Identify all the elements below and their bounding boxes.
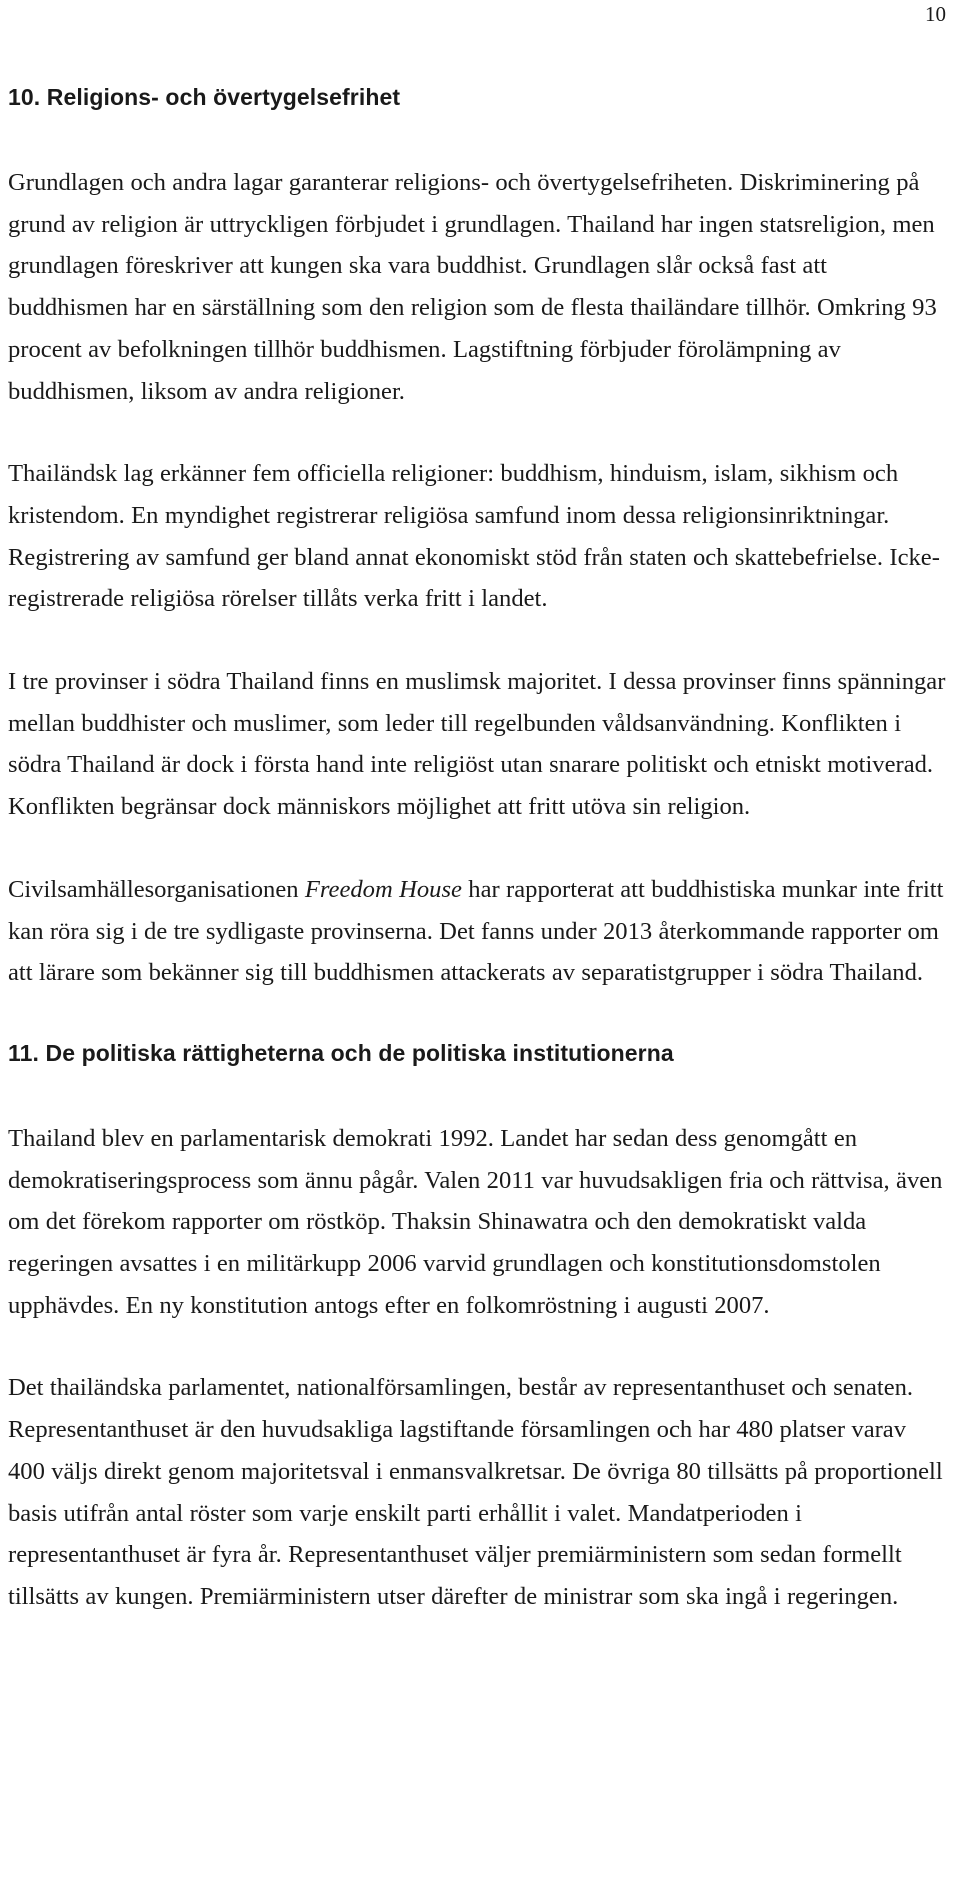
organization-name: Freedom House bbox=[304, 875, 462, 903]
paragraph-freedom-house bbox=[8, 869, 948, 994]
page-number: 10 bbox=[925, 2, 946, 26]
paragraph: Thailand blev en parlamentarisk demokrati 1992. Landet har sedan dess genomgått en demokratiseringsprocess som ännu pågår. Valen 2011 var huvudsakligen fria och rättvisa, även om det förekom rapporter om röstköp. Thaksin Shinawatra och den demokratiskt valda regeringen avsattes i en militärkupp 2006 varvid grundlagen och konstitutionsdomstolen upphävdes. En ny konstitution antogs efter en folkomröstning i augusti 2007. bbox=[8, 1124, 943, 1319]
paragraph-text: har rapporterat att buddhistiska munkar inte fritt kan röra sig i de tre sydligaste provinserna. Det fanns under 2013 återkommande rapporter om att lärare som bekänner sig till buddhismen attackerats av separatistgrupper i södra Thailand. bbox=[8, 875, 944, 987]
paragraph-text: Civilsamhällesorganisationen bbox=[8, 875, 305, 903]
section-heading-religious-freedom: 10. Religions- och övertygelsefrihet bbox=[8, 84, 401, 110]
page-content bbox=[8, 76, 948, 1618]
paragraph: I tre provinser i södra Thailand finns en muslimsk majoritet. I dessa provinser finns spänningar mellan buddhister och muslimer, som leder till regelbunden våldsanvändning. Konflikten i södra Thailand är dock i första hand inte religiöst utan snarare politiskt och etniskt motiverad. Konflikten begränsar dock människors möjlighet att fritt utöva sin religion. bbox=[8, 668, 946, 821]
paragraph: Grundlagen och andra lagar garanterar religions- och övertygelsefriheten. Diskriminering på grund av religion är uttryckligen förbjudet i grundlagen. Thailand har ingen statsreligion, men grundlagen föreskriver att kungen ska vara buddhist. Grundlagen slår också fast att buddhismen har en särställning som den religion som de flesta thailändare tillhör. Omkring 93 procent av befolkningen tillhör buddhismen. Lagstiftning förbjuder förolämpning av buddhismen, liksom av andra religioner. bbox=[8, 169, 937, 405]
paragraph: Thailändsk lag erkänner fem officiella religioner: buddhism, hinduism, islam, sikhism och kristendom. En myndighet registrerar religiösa samfund inom dessa religionsinriktningar. Registrering av samfund ger bland annat ekonomiskt stöd från staten och skattebefrielse. Icke-registrerade religiösa rörelser tillåts verka fritt i landet. bbox=[8, 460, 940, 613]
paragraph: Det thailändska parlamentet, nationalförsamlingen, består av representanthuset och senaten. Representanthuset är den huvudsakliga lagstiftande församlingen och har 480 platser varav 400 väljs direkt genom majoritetsval i enmansvalkretsar. De övriga 80 tillsätts på proportionell basis utifrån antal röster som varje enskilt parti erhållit i valet. Mandatperioden i representanthuset är fyra år. Representanthuset väljer premiärministern som sedan formellt tillsätts av kungen. Premiärministern utser därefter de ministrar som ska ingå i regeringen. bbox=[8, 1374, 943, 1610]
section-heading-political-rights: 11. De politiska rättigheterna och de politiska institutionerna bbox=[8, 1039, 674, 1066]
